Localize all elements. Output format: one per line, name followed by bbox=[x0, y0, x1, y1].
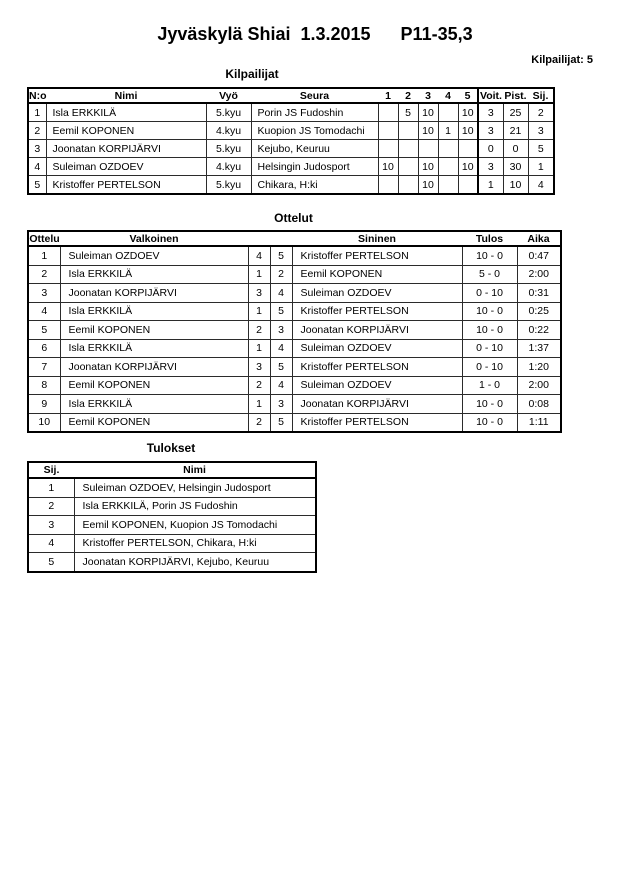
blue-player: Suleiman OZDOEV bbox=[292, 284, 462, 303]
table-row bbox=[28, 395, 561, 414]
competitor-club: Kuopion JS Tomodachi bbox=[251, 122, 378, 140]
final-name: Eemil KOPONEN, Kuopion JS Tomodachi bbox=[74, 516, 316, 535]
match-time: 1:37 bbox=[517, 339, 561, 358]
points-cell: 21 bbox=[503, 122, 528, 140]
match-result: 10 - 0 bbox=[462, 321, 517, 340]
blue-player: Suleiman OZDOEV bbox=[292, 339, 462, 358]
table-row bbox=[28, 497, 316, 516]
page-title: Jyväskylä Shiai 1.3.2015 P11-35,3 bbox=[157, 24, 473, 44]
competitor-number: 4 bbox=[28, 158, 46, 176]
competitor-number: 2 bbox=[28, 122, 46, 140]
match-number: 10 bbox=[28, 413, 60, 432]
score-cell: 10 bbox=[458, 103, 478, 122]
table-row bbox=[28, 321, 561, 340]
final-name: Kristoffer PERTELSON, Chikara, H:ki bbox=[74, 534, 316, 553]
col-tulos: Tulos bbox=[462, 231, 517, 246]
final-name: Isla ERKKILÄ, Porin JS Fudoshin bbox=[74, 497, 316, 516]
blue-player-number: 5 bbox=[270, 413, 292, 432]
ottelut-header-row bbox=[28, 231, 561, 246]
score-cell: 10 bbox=[418, 103, 438, 122]
white-player-number: 3 bbox=[248, 284, 270, 303]
table-row bbox=[28, 376, 561, 395]
blue-player: Kristoffer PERTELSON bbox=[292, 246, 462, 265]
match-number: 2 bbox=[28, 265, 60, 284]
points-cell: 30 bbox=[503, 158, 528, 176]
competitor-name: Joonatan KORPIJÄRVI bbox=[46, 140, 206, 158]
white-player: Isla ERKKILÄ bbox=[60, 339, 248, 358]
final-name: Suleiman OZDOEV, Helsingin Judosport bbox=[74, 478, 316, 497]
table-row bbox=[28, 122, 554, 140]
table-row bbox=[28, 176, 554, 195]
col-white-number bbox=[248, 231, 270, 246]
col-2: 2 bbox=[398, 88, 418, 103]
match-time: 0:31 bbox=[517, 284, 561, 303]
table-row bbox=[28, 103, 554, 122]
col-seura: Seura bbox=[251, 88, 378, 103]
col-sij: Sij. bbox=[28, 462, 74, 478]
col-nimi: Nimi bbox=[46, 88, 206, 103]
kilpailijat-header-row bbox=[28, 88, 554, 103]
score-cell: 10 bbox=[418, 122, 438, 140]
competitor-number: 3 bbox=[28, 140, 46, 158]
table-row bbox=[28, 158, 554, 176]
score-cell bbox=[438, 158, 458, 176]
rank-cell: 1 bbox=[528, 158, 554, 176]
ottelut-table bbox=[27, 230, 562, 433]
match-result: 0 - 10 bbox=[462, 284, 517, 303]
kilpailijat-section-title: Kilpailijat bbox=[225, 67, 279, 81]
competitor-number: 1 bbox=[28, 103, 46, 122]
blue-player: Joonatan KORPIJÄRVI bbox=[292, 321, 462, 340]
col-voit: Voit. bbox=[480, 89, 502, 102]
white-player-number: 1 bbox=[248, 339, 270, 358]
col-no: N:o bbox=[29, 89, 47, 102]
blue-player-number: 4 bbox=[270, 339, 292, 358]
score-cell: 10 bbox=[458, 158, 478, 176]
match-number: 4 bbox=[28, 302, 60, 321]
competitor-club: Porin JS Fudoshin bbox=[251, 103, 378, 122]
wins-cell: 3 bbox=[478, 103, 503, 122]
competitor-club: Helsingin Judosport bbox=[251, 158, 378, 176]
white-player-number: 3 bbox=[248, 358, 270, 377]
score-cell bbox=[438, 103, 458, 122]
match-time: 1:20 bbox=[517, 358, 561, 377]
table-row bbox=[28, 339, 561, 358]
match-time: 0:25 bbox=[517, 302, 561, 321]
blue-player-number: 5 bbox=[270, 358, 292, 377]
final-rank: 1 bbox=[28, 478, 74, 497]
rank-cell: 4 bbox=[528, 176, 554, 195]
blue-player-number: 4 bbox=[270, 284, 292, 303]
match-number: 1 bbox=[28, 246, 60, 265]
col-nimi: Nimi bbox=[74, 462, 316, 478]
blue-player: Kristoffer PERTELSON bbox=[292, 302, 462, 321]
white-player: Isla ERKKILÄ bbox=[60, 395, 248, 414]
score-cell bbox=[458, 140, 478, 158]
blue-player: Joonatan KORPIJÄRVI bbox=[292, 395, 462, 414]
white-player-number: 2 bbox=[248, 376, 270, 395]
white-player-number: 1 bbox=[248, 265, 270, 284]
white-player-number: 4 bbox=[248, 246, 270, 265]
competitors-count: Kilpailijat: 5 bbox=[531, 54, 593, 66]
col-3: 3 bbox=[418, 88, 438, 103]
competitor-club: Kejubo, Keuruu bbox=[251, 140, 378, 158]
table-row bbox=[28, 478, 316, 497]
white-player: Eemil KOPONEN bbox=[60, 413, 248, 432]
score-cell bbox=[438, 140, 458, 158]
kilpailijat-table bbox=[27, 87, 555, 195]
white-player-number: 2 bbox=[248, 413, 270, 432]
rank-cell: 2 bbox=[528, 103, 554, 122]
table-row bbox=[28, 265, 561, 284]
score-cell: 10 bbox=[378, 158, 398, 176]
competitor-belt: 5.kyu bbox=[206, 176, 251, 195]
score-cell bbox=[438, 176, 458, 195]
table-row bbox=[28, 534, 316, 553]
col-aika: Aika bbox=[517, 231, 561, 246]
score-cell bbox=[398, 158, 418, 176]
wins-cell: 3 bbox=[478, 158, 503, 176]
white-player-number: 1 bbox=[248, 302, 270, 321]
score-cell: 1 bbox=[438, 122, 458, 140]
col-1: 1 bbox=[378, 88, 398, 103]
table-row bbox=[28, 284, 561, 303]
match-result: 10 - 0 bbox=[462, 413, 517, 432]
wins-cell: 0 bbox=[478, 140, 503, 158]
blue-player: Eemil KOPONEN bbox=[292, 265, 462, 284]
table-row bbox=[28, 413, 561, 432]
match-result: 0 - 10 bbox=[462, 339, 517, 358]
score-cell: 10 bbox=[418, 158, 438, 176]
match-result: 10 - 0 bbox=[462, 395, 517, 414]
score-cell: 10 bbox=[418, 176, 438, 195]
table-row bbox=[28, 302, 561, 321]
competitor-name: Isla ERKKILÄ bbox=[46, 103, 206, 122]
table-row bbox=[28, 516, 316, 535]
match-result: 0 - 10 bbox=[462, 358, 517, 377]
blue-player-number: 3 bbox=[270, 321, 292, 340]
match-result: 1 - 0 bbox=[462, 376, 517, 395]
blue-player-number: 5 bbox=[270, 302, 292, 321]
blue-player-number: 2 bbox=[270, 265, 292, 284]
table-row bbox=[28, 246, 561, 265]
table-row bbox=[28, 553, 316, 572]
final-name: Joonatan KORPIJÄRVI, Kejubo, Keuruu bbox=[74, 553, 316, 572]
match-time: 1:11 bbox=[517, 413, 561, 432]
final-rank: 5 bbox=[28, 553, 74, 572]
col-blue-number bbox=[270, 231, 292, 246]
match-time: 2:00 bbox=[517, 265, 561, 284]
score-cell bbox=[398, 122, 418, 140]
match-number: 7 bbox=[28, 358, 60, 377]
tulokset-header-row bbox=[28, 462, 316, 478]
col-pist: Pist. bbox=[504, 89, 527, 102]
final-rank: 2 bbox=[28, 497, 74, 516]
points-cell: 10 bbox=[503, 176, 528, 195]
blue-player-number: 4 bbox=[270, 376, 292, 395]
competitor-belt: 5.kyu bbox=[206, 140, 251, 158]
col-4: 4 bbox=[438, 88, 458, 103]
white-player: Joonatan KORPIJÄRVI bbox=[60, 284, 248, 303]
score-cell bbox=[378, 140, 398, 158]
score-cell bbox=[378, 176, 398, 195]
match-time: 0:08 bbox=[517, 395, 561, 414]
match-number: 5 bbox=[28, 321, 60, 340]
score-cell bbox=[458, 176, 478, 195]
tulokset-table bbox=[27, 461, 317, 573]
white-player: Eemil KOPONEN bbox=[60, 321, 248, 340]
table-row bbox=[28, 140, 554, 158]
score-cell bbox=[418, 140, 438, 158]
competitor-belt: 4.kyu bbox=[206, 158, 251, 176]
competitor-name: Eemil KOPONEN bbox=[46, 122, 206, 140]
score-cell bbox=[378, 122, 398, 140]
white-player: Isla ERKKILÄ bbox=[60, 302, 248, 321]
white-player-number: 2 bbox=[248, 321, 270, 340]
match-number: 9 bbox=[28, 395, 60, 414]
competitor-name: Kristoffer PERTELSON bbox=[46, 176, 206, 195]
match-result: 5 - 0 bbox=[462, 265, 517, 284]
match-number: 8 bbox=[28, 376, 60, 395]
white-player: Isla ERKKILÄ bbox=[60, 265, 248, 284]
match-number: 3 bbox=[28, 284, 60, 303]
match-time: 2:00 bbox=[517, 376, 561, 395]
rank-cell: 5 bbox=[528, 140, 554, 158]
white-player: Suleiman OZDOEV bbox=[60, 246, 248, 265]
match-number: 6 bbox=[28, 339, 60, 358]
col-valkoinen: Valkoinen bbox=[60, 231, 248, 246]
competitor-belt: 4.kyu bbox=[206, 122, 251, 140]
final-rank: 3 bbox=[28, 516, 74, 535]
score-cell: 10 bbox=[458, 122, 478, 140]
table-row bbox=[28, 358, 561, 377]
blue-player-number: 3 bbox=[270, 395, 292, 414]
match-result: 10 - 0 bbox=[462, 246, 517, 265]
competitor-number: 5 bbox=[28, 176, 46, 195]
wins-cell: 1 bbox=[478, 176, 503, 195]
col-sij: Sij. bbox=[528, 88, 554, 103]
col-ottelu: Ottelu bbox=[29, 232, 60, 245]
competitor-belt: 5.kyu bbox=[206, 103, 251, 122]
points-cell: 0 bbox=[503, 140, 528, 158]
col-5: 5 bbox=[458, 88, 478, 103]
wins-cell: 3 bbox=[478, 122, 503, 140]
white-player-number: 1 bbox=[248, 395, 270, 414]
white-player: Eemil KOPONEN bbox=[60, 376, 248, 395]
white-player: Joonatan KORPIJÄRVI bbox=[60, 358, 248, 377]
points-cell: 25 bbox=[503, 103, 528, 122]
col-sininen: Sininen bbox=[292, 231, 462, 246]
rank-cell: 3 bbox=[528, 122, 554, 140]
score-cell bbox=[398, 176, 418, 195]
match-time: 0:22 bbox=[517, 321, 561, 340]
blue-player-number: 5 bbox=[270, 246, 292, 265]
score-cell bbox=[378, 103, 398, 122]
score-cell: 5 bbox=[398, 103, 418, 122]
col-vyo: Vyö bbox=[206, 88, 251, 103]
tulokset-section-title: Tulokset bbox=[146, 441, 196, 455]
blue-player: Kristoffer PERTELSON bbox=[292, 413, 462, 432]
match-result: 10 - 0 bbox=[462, 302, 517, 321]
blue-player: Suleiman OZDOEV bbox=[292, 376, 462, 395]
ottelut-section-title: Ottelut bbox=[274, 211, 313, 225]
final-rank: 4 bbox=[28, 534, 74, 553]
competitor-name: Suleiman OZDOEV bbox=[46, 158, 206, 176]
blue-player: Kristoffer PERTELSON bbox=[292, 358, 462, 377]
score-cell bbox=[398, 140, 418, 158]
match-time: 0:47 bbox=[517, 246, 561, 265]
competitor-club: Chikara, H:ki bbox=[251, 176, 378, 195]
